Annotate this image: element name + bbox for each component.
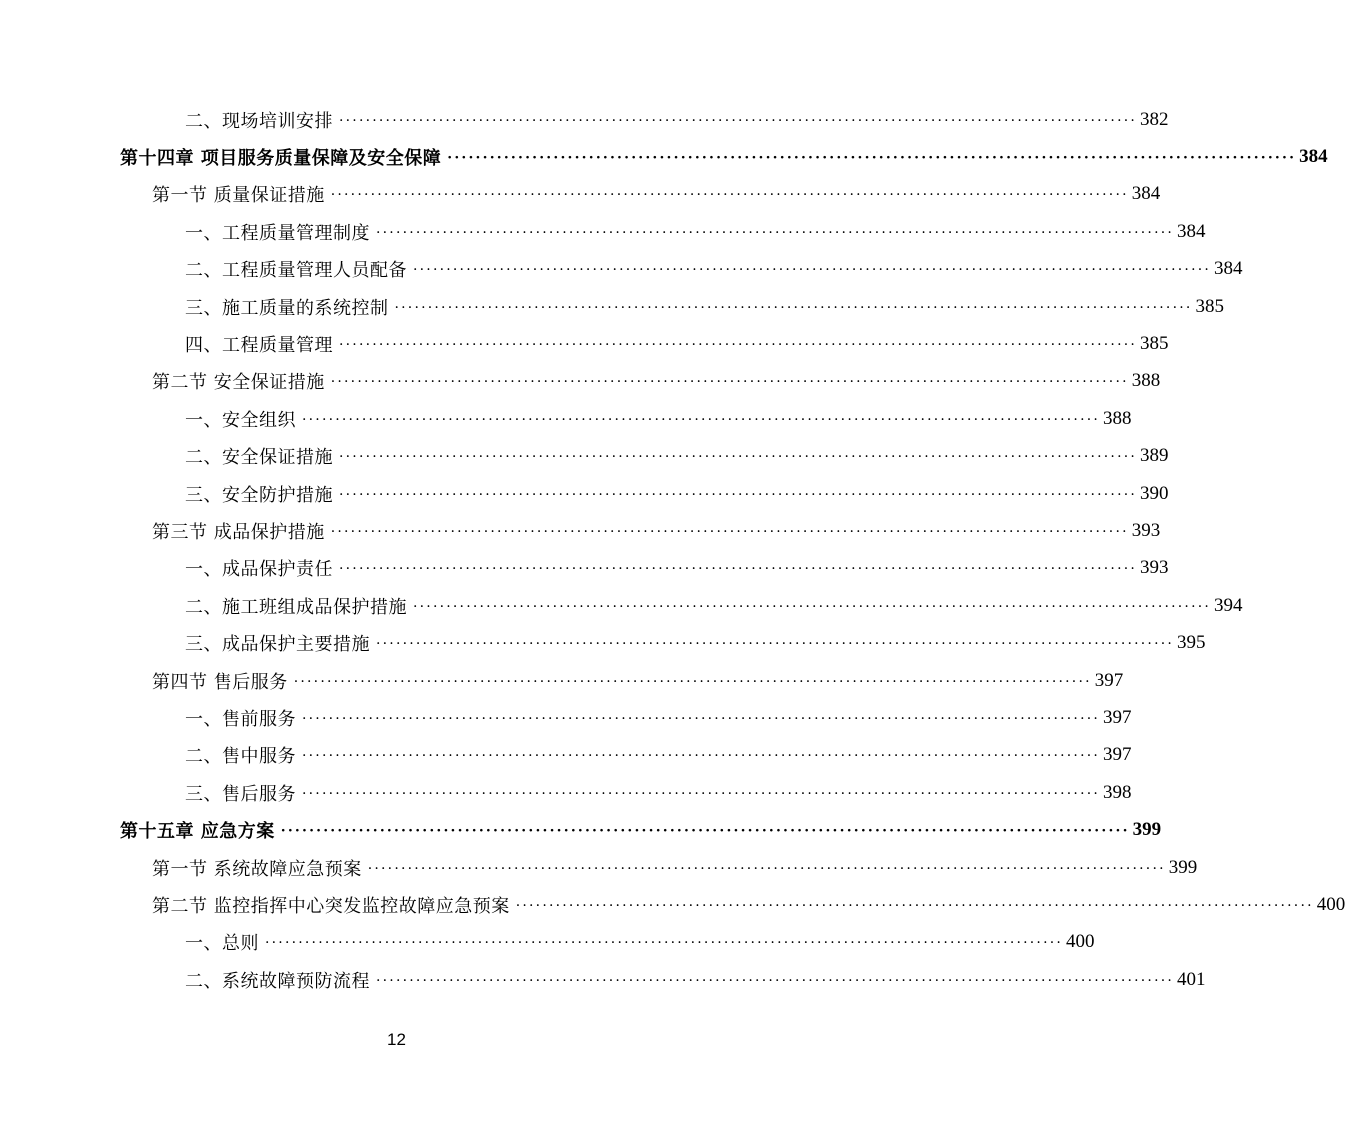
toc-dot-leader: ························································································································: [302, 748, 1101, 765]
toc-entry-title: 二、施工班组成品保护措施: [185, 596, 407, 618]
toc-dot-leader: ························································································································: [330, 374, 1129, 391]
toc-dot-leader: ························································································································: [339, 449, 1138, 466]
toc-entry-page: 384: [1299, 145, 1328, 167]
toc-dot-leader: ························································································································: [302, 785, 1101, 802]
toc-entry[interactable]: [152, 662, 1124, 699]
toc-entry[interactable]: [185, 213, 1206, 250]
toc-entry[interactable]: [185, 101, 1169, 138]
toc-entry[interactable]: [185, 737, 1132, 774]
toc-entry-title: 二、现场培训安排: [185, 110, 333, 132]
toc-dot-leader: ························································································································: [447, 149, 1297, 166]
toc-entry-title: 三、安全防护措施: [185, 484, 333, 506]
toc-entry-title: 三、售后服务: [185, 783, 296, 805]
toc-entry-page: 388: [1131, 370, 1161, 392]
toc-entry-title: 一、总则: [185, 933, 259, 955]
toc-dot-leader: ························································································································: [515, 897, 1314, 914]
toc-entry[interactable]: [185, 774, 1132, 811]
toc-entry-title: 二、工程质量管理人员配备: [185, 260, 407, 282]
toc-dot-leader: ························································································································: [302, 710, 1101, 727]
toc-entry[interactable]: [185, 625, 1206, 662]
toc-entry-page: 394: [1214, 594, 1243, 616]
toc-entry-page: 400: [1066, 931, 1095, 953]
toc-dot-leader: ························································································································: [339, 112, 1138, 129]
toc-dot-leader: ························································································································: [293, 673, 1092, 690]
toc-dot-leader: ························································································································: [339, 486, 1138, 503]
toc-entry[interactable]: [185, 475, 1169, 512]
toc-entry-title: 第二节 安全保证措施: [152, 372, 325, 394]
toc-entry-title: 一、安全组织: [185, 409, 296, 431]
toc-entry[interactable]: [152, 176, 1161, 213]
toc-entry-page: 388: [1103, 407, 1132, 429]
toc-entry-page: 397: [1103, 706, 1132, 728]
toc-entry-page: 399: [1168, 856, 1198, 878]
toc-entry-page: 393: [1131, 519, 1161, 541]
toc-entry-title: 第十四章 项目服务质量保障及安全保障: [120, 147, 442, 169]
toc-entry-page: 401: [1177, 968, 1206, 990]
toc-entry-page: 384: [1214, 258, 1243, 280]
toc-dot-leader: ························································································································: [302, 411, 1101, 428]
toc-entry-page: 398: [1103, 781, 1132, 803]
toc-entry[interactable]: [152, 886, 1345, 923]
toc-entry-page: 397: [1094, 669, 1124, 691]
toc-entry-title: 一、成品保护责任: [185, 559, 333, 581]
toc-dot-leader: ························································································································: [413, 262, 1212, 279]
toc-entry[interactable]: [185, 699, 1132, 736]
toc-entry-page: 384: [1177, 220, 1206, 242]
toc-entry-page: 393: [1140, 557, 1169, 579]
toc-entry[interactable]: [185, 400, 1132, 437]
toc-entry-page: 400: [1316, 893, 1345, 915]
toc-dot-leader: ························································································································: [394, 299, 1193, 316]
toc-entry[interactable]: [185, 550, 1169, 587]
toc-dot-leader: ························································································································: [376, 972, 1175, 989]
toc-entry-page: 385: [1140, 332, 1169, 354]
toc-dot-leader: ························································································································: [339, 561, 1138, 578]
toc-entry-page: 389: [1140, 445, 1169, 467]
toc-dot-leader: ························································································································: [330, 523, 1129, 540]
toc-entry-title: 二、售中服务: [185, 746, 296, 768]
toc-entry-title: 三、成品保护主要措施: [185, 634, 370, 656]
toc-entry-title: 第二节 监控指挥中心突发监控故障应急预案: [152, 895, 510, 917]
toc-entry-title: 二、安全保证措施: [185, 447, 333, 469]
toc-entry-page: 384: [1131, 183, 1161, 205]
toc-entry-title: 一、工程质量管理制度: [185, 222, 370, 244]
toc-entry-page: 382: [1140, 108, 1169, 130]
toc-entry[interactable]: [152, 849, 1198, 886]
toc-entry-title: 第一节 质量保证措施: [152, 185, 325, 207]
toc-entry-page: 385: [1195, 295, 1225, 317]
page-number: 12: [387, 1030, 406, 1049]
toc-entry-title: 一、售前服务: [185, 708, 296, 730]
toc-entry[interactable]: [152, 363, 1161, 400]
toc-entry-page: 395: [1177, 632, 1206, 654]
toc-entry-page: 390: [1140, 482, 1169, 504]
toc-dot-leader: ························································································································: [376, 224, 1175, 241]
toc-entry[interactable]: [185, 325, 1169, 362]
toc-entry-title: 第四节 售后服务: [152, 671, 288, 693]
toc-entry-title: 四、工程质量管理: [185, 334, 333, 356]
toc-dot-leader: ························································································································: [339, 336, 1138, 353]
toc-dot-leader: ························································································································: [413, 598, 1212, 615]
toc-entry[interactable]: [185, 924, 1095, 961]
toc-entry[interactable]: [185, 961, 1206, 998]
toc-entry[interactable]: [185, 251, 1243, 288]
toc-entry-title: 三、施工质量的系统控制: [185, 297, 389, 319]
toc-dot-leader: ························································································································: [367, 860, 1166, 877]
toc-entry-page: 399: [1132, 819, 1162, 841]
toc-entry[interactable]: [185, 587, 1243, 624]
toc-entry-title: 第三节 成品保护措施: [152, 521, 325, 543]
toc-entry[interactable]: [185, 438, 1169, 475]
toc-dot-leader: ························································································································: [376, 636, 1175, 653]
toc-dot-leader: ························································································································: [280, 823, 1130, 840]
toc-entry[interactable]: [120, 812, 1162, 849]
toc-dot-leader: ························································································································: [330, 187, 1129, 204]
toc-entry-title: 第一节 系统故障应急预案: [152, 858, 362, 880]
toc-entry[interactable]: [152, 512, 1161, 549]
toc-entry-title: 二、系统故障预防流程: [185, 970, 370, 992]
toc-entry[interactable]: [120, 138, 1328, 175]
toc-entry-page: 397: [1103, 744, 1132, 766]
toc-dot-leader: ························································································································: [265, 935, 1064, 952]
toc-entry-title: 第十五章 应急方案: [120, 821, 275, 843]
toc-entry[interactable]: [185, 288, 1225, 325]
